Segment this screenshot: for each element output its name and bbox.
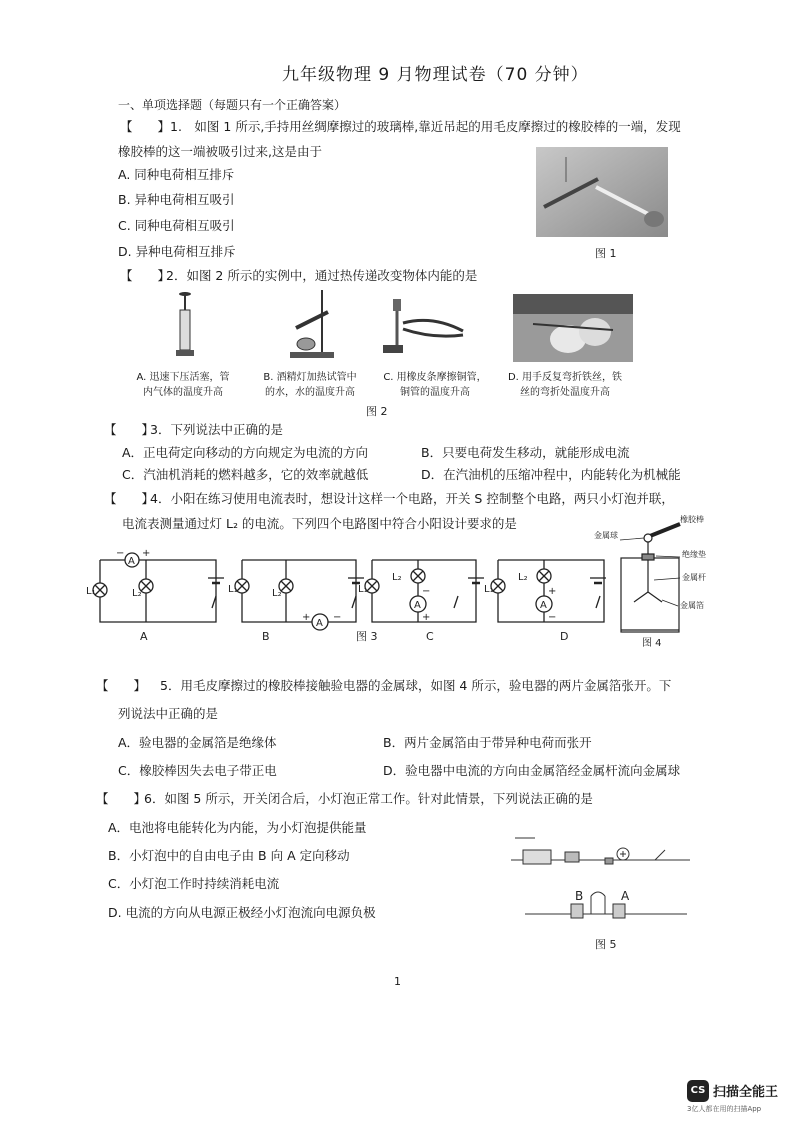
fig4-label-insulator: 绝缘垫 — [682, 550, 706, 559]
circuit-a-l1: L₁ — [86, 586, 96, 597]
circuit-c-l2: L₂ — [392, 572, 402, 583]
q1-stem-line1: 1. 如图 1 所示,手持用丝绸摩擦过的玻璃棒,靠近吊起的用毛皮摩擦过的橡胶棒的一端，发现 — [170, 119, 681, 134]
q1-option-c[interactable]: C. 同种电荷相互吸引 — [118, 218, 235, 233]
ammeter-b-label: A — [316, 618, 323, 629]
q6-option-c[interactable]: C．小灯泡工作时持续消耗电流 — [108, 876, 280, 891]
fig4-label-metal-foil: 金属箔 — [680, 601, 704, 610]
q6-option-d[interactable]: D. 电流的方向从电源正极经小灯泡流向电源负极 — [108, 905, 376, 920]
q6-bracket: 【 】 — [96, 791, 147, 806]
circuit-a-l2: L₂ — [132, 588, 142, 599]
circuit-d-l1: L₁ — [484, 584, 494, 595]
figure-1-caption: 图 1 — [595, 247, 617, 260]
q5-option-a[interactable]: A．验电器的金属箔是绝缘体 — [118, 735, 277, 750]
q3-option-a[interactable]: A．正电荷定向移动的方向规定为电流的方向 — [122, 445, 369, 460]
q4-bracket: 【 】 — [104, 491, 155, 506]
fig2-alcohol-lamp-image — [282, 288, 340, 362]
fig4-label-rubber-rod: 橡胶棒 — [680, 515, 704, 524]
q4-stem-line1: 4．小阳在练习使用电流表时，想设计这样一个电路，开关 S 控制整个电路，两只小灯泡并联， — [150, 491, 674, 506]
q3-option-c[interactable]: C．汽油机消耗的燃料越多，它的效率就越低 — [122, 467, 369, 482]
circuit-b-label[interactable]: B — [262, 630, 270, 643]
ammeter-a-plus: + — [142, 548, 151, 559]
figure-2-caption: 图 2 — [366, 405, 388, 418]
q5-option-c[interactable]: C．橡胶棒因失去电子带正电 — [118, 763, 277, 778]
q5-stem-line2: 列说法中正确的是 — [118, 706, 219, 721]
q5-bracket: 【 】 — [96, 678, 147, 693]
circuit-b — [235, 560, 364, 630]
q5-option-b[interactable]: B．两片金属箔由于带异种电荷而张开 — [383, 735, 592, 750]
q5-option-d[interactable]: D．验电器中电流的方向由金属箔经金属杆流向金属球 — [383, 763, 681, 778]
q1-bracket: 【 】 — [120, 119, 171, 134]
q1-option-b[interactable]: B. 异种电荷相互吸引 — [118, 192, 235, 207]
circuit-c-label[interactable]: C — [426, 630, 434, 643]
fig2-caption-d[interactable]: D. 用手反复弯折铁丝，铁 丝的弯折处温度升高 — [507, 372, 623, 398]
figure-5-circuit — [505, 832, 690, 952]
ammeter-b-plus: + — [302, 612, 311, 623]
circuit-a — [93, 553, 224, 622]
scanner-app-name: 扫描全能王 — [713, 1085, 779, 1100]
fig5-label-b: B — [575, 889, 584, 903]
q3-stem: 3．下列说法中正确的是 — [150, 422, 283, 437]
q6-option-a[interactable]: A．电池将电能转化为内能，为小灯泡提供能量 — [108, 820, 367, 835]
circuit-a-label[interactable]: A — [140, 630, 148, 643]
ammeter-d-label: A — [540, 600, 547, 611]
figure-5-caption: 图 5 — [595, 938, 617, 951]
fig4-label-metal-rod: 金属杆 — [682, 573, 706, 582]
figure-3-caption: 图 3 — [356, 630, 378, 643]
q1-stem-line2: 橡胶棒的这一端被吸引过来,这是由于 — [118, 144, 322, 159]
scanner-tagline: 3亿人都在用的扫描App — [687, 1105, 762, 1113]
fig2-bending-wire-photo — [513, 294, 633, 362]
ammeter-a-minus: − — [116, 548, 125, 559]
fig5-label-a: A — [621, 889, 630, 903]
figure-4-electroscope — [590, 510, 720, 650]
figure-3-circuits — [86, 540, 606, 648]
q5-stem-line1: 5．用毛皮摩擦过的橡胶棒接触验电器的金属球，如图 4 所示，验电器的两片金属箔张开。下 — [160, 678, 672, 693]
circuit-c-l1: L₁ — [358, 584, 368, 595]
fig2-copper-tube-image — [383, 295, 478, 357]
circuit-d-label[interactable]: D — [560, 630, 569, 643]
fig4-label-metal-ball: 金属球 — [594, 531, 618, 540]
fig2-piston-image — [170, 290, 200, 362]
ammeter-d-plus: + — [548, 586, 557, 597]
ammeter-c-minus: − — [422, 586, 431, 597]
q4-stem-line2: 电流表测量通过灯 L₂ 的电流。下列四个电路图中符合小阳设计要求的是 — [122, 516, 517, 531]
circuit-b-l2: L₂ — [272, 588, 282, 599]
q3-option-b[interactable]: B．只要电荷发生移动，就能形成电流 — [421, 445, 630, 460]
ammeter-a-label: A — [128, 556, 135, 567]
fig2-caption-a[interactable]: A. 迅速下压活塞，管 内气体的温度升高 — [136, 372, 230, 398]
ammeter-c-label: A — [414, 600, 421, 611]
fig2-caption-c[interactable]: C. 用橡皮条摩擦铜管， 铜管的温度升高 — [383, 372, 487, 398]
circuit-b-l1: L₁ — [228, 584, 238, 595]
q3-bracket: 【 】 — [104, 422, 155, 437]
ammeter-b-minus: − — [333, 612, 342, 623]
q6-stem: 6．如图 5 所示，开关闭合后，小灯泡正常工作。针对此情景，下列说法正确的是 — [144, 791, 593, 806]
ammeter-c-plus: + — [422, 612, 431, 623]
q3-option-d[interactable]: D．在汽油机的压缩冲程中，内能转化为机械能 — [421, 467, 681, 482]
fig2-caption-b[interactable]: B. 酒精灯加热试管中 的水，水的温度升高 — [263, 372, 357, 398]
figure-1-photo — [536, 147, 668, 237]
q2-stem: 2．如图 2 所示的实例中，通过热传递改变物体内能的是 — [166, 268, 478, 283]
ammeter-d-minus: − — [548, 612, 557, 623]
page-number: 1 — [394, 975, 401, 988]
section-heading: 一、单项选择题（每题只有一个正确答案） — [118, 98, 347, 112]
circuit-d-l2: L₂ — [518, 572, 528, 583]
scanner-logo-icon: CS — [687, 1080, 709, 1102]
figure-4-caption: 图 4 — [642, 638, 662, 649]
q1-option-a[interactable]: A. 同种电荷相互排斥 — [118, 167, 235, 182]
q2-bracket: 【 】 — [120, 268, 171, 283]
q1-option-d[interactable]: D. 异种电荷相互排斥 — [118, 244, 236, 259]
page-title: 九年级物理 9 月物理试卷（70 分钟） — [282, 65, 589, 85]
q6-option-b[interactable]: B．小灯泡中的自由电子由 B 向 A 定向移动 — [108, 848, 350, 863]
